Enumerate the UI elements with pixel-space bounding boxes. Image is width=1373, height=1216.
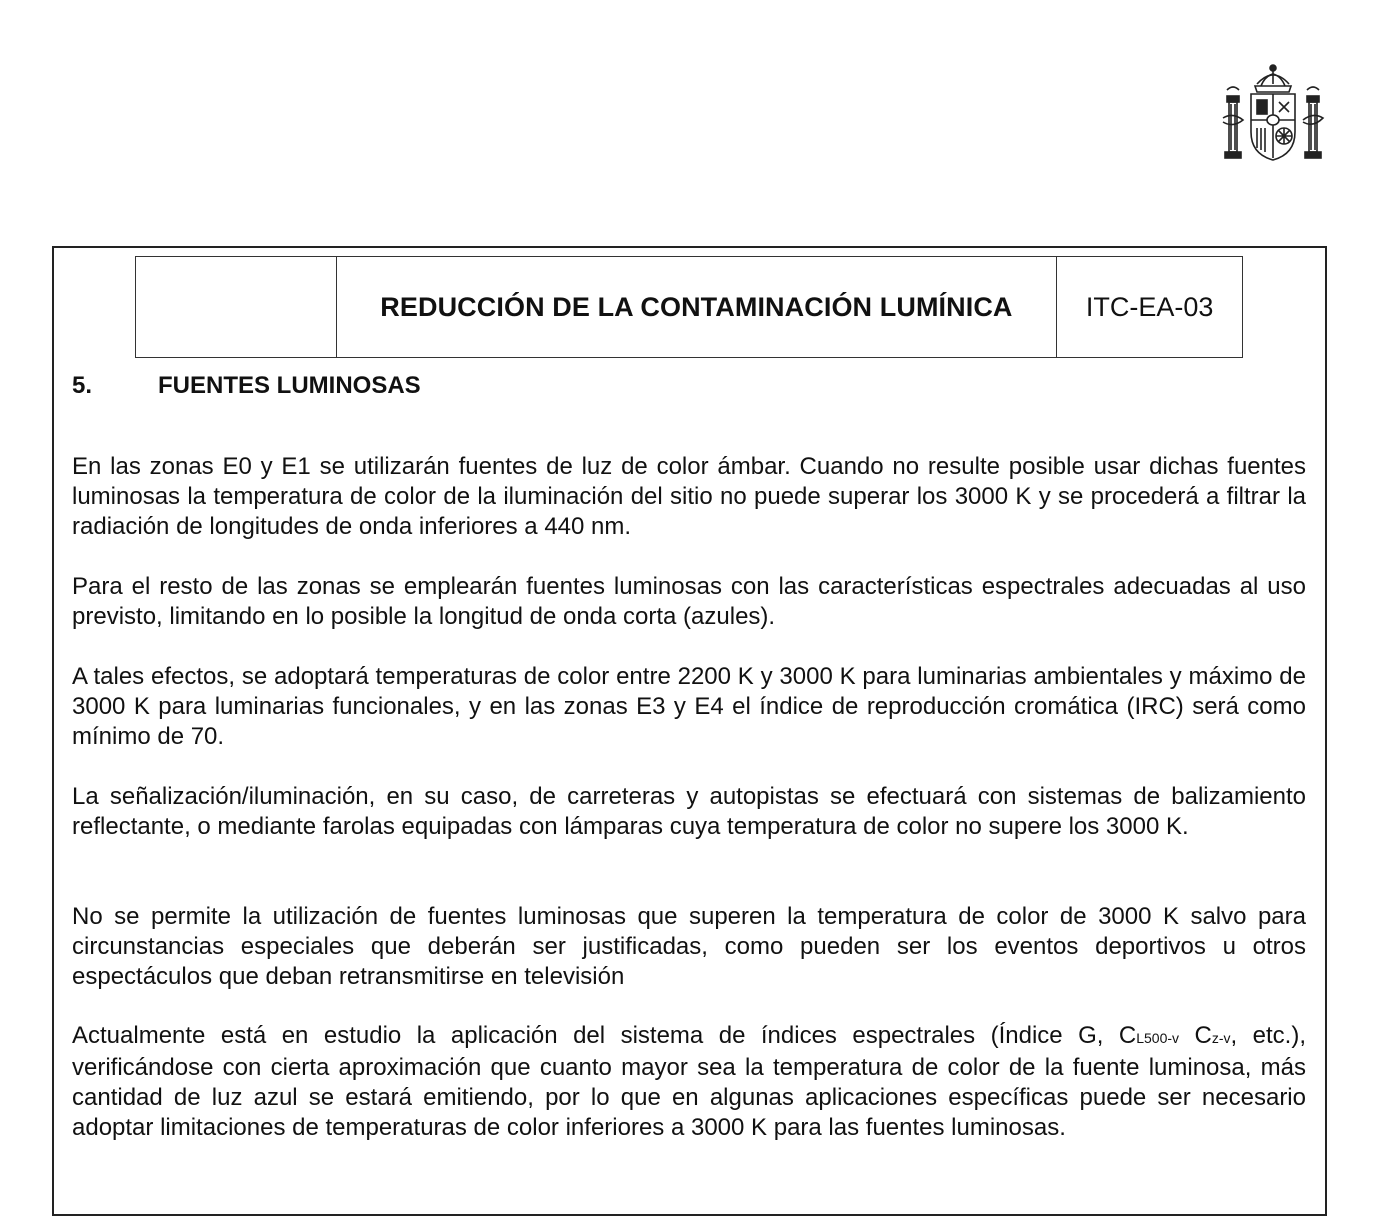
paragraph-3: A tales efectos, se adoptará temperaturas de color entre 2200 K y 3000 K para luminarias ambientales y máximo de 3000 K para luminarias funcionales, y en las zonas E3 y E4 el índice de reproducción cromática (IRC) será como mínimo de 70.	[72, 663, 1306, 750]
coat-of-arms-icon	[1219, 62, 1327, 166]
paragraph-6-text-1: Actualmente está en estudio la aplicación del sistema de índices espectrales (Índice G, C	[72, 1022, 1137, 1049]
section-title: FUENTES LUMINOSAS	[158, 372, 421, 399]
paragraph-5: No se permite la utilización de fuentes luminosas que superen la temperatura de color de 3000 K salvo para circunstancias especiales que deberán ser justificadas, como pueden ser los eventos deportivos u otros espectáculos que deban retransmitirse en televisión	[72, 903, 1306, 990]
paragraph-1: En las zonas E0 y E1 se utilizarán fuentes de luz de color ámbar. Cuando no resulte posible usar dichas fuentes luminosas la temperatura de color de la iluminación del sitio no puede superar los 3000 K y se procederá a filtrar la radiación de longitudes de onda inferiores a 440 nm.	[72, 453, 1306, 540]
header-empty-cell	[136, 257, 337, 358]
paragraph-6-text-3: , etc.), verificándose con cierta aproximación que cuanto mayor sea la temperatura de color de la fuente luminosa, más cantidad de luz azul se estará emitiendo, por lo que en algunas aplicaciones específicas puede ser necesario adoptar limitaciones de temperaturas de color inferiores a 3000 K para las fuentes luminosas.	[72, 1022, 1307, 1141]
section-number: 5.	[72, 372, 93, 399]
spectral-index-subscript-1: L500-v	[1136, 1030, 1180, 1046]
document-code: ITC-EA-03	[1057, 257, 1243, 358]
paragraph-6	[72, 1021, 1306, 1143]
document-title: REDUCCIÓN DE LA CONTAMINACIÓN LUMÍNICA	[336, 257, 1057, 358]
spectral-index-subscript-2: z-v	[1211, 1030, 1231, 1046]
header-table	[135, 256, 1243, 358]
paragraph-6-text-2: C	[1179, 1022, 1212, 1049]
paragraph-2: Para el resto de las zonas se emplearán fuentes luminosas con las características espectrales adecuadas al uso previsto, limitando en lo posible la longitud de onda corta (azules).	[72, 573, 1306, 630]
paragraph-4: La señalización/iluminación, en su caso, de carreteras y autopistas se efectuará con sistemas de balizamiento reflectante, o mediante farolas equipadas con lámparas cuya temperatura de color no supere los 3000 K.	[72, 783, 1306, 840]
section-heading	[72, 372, 421, 400]
